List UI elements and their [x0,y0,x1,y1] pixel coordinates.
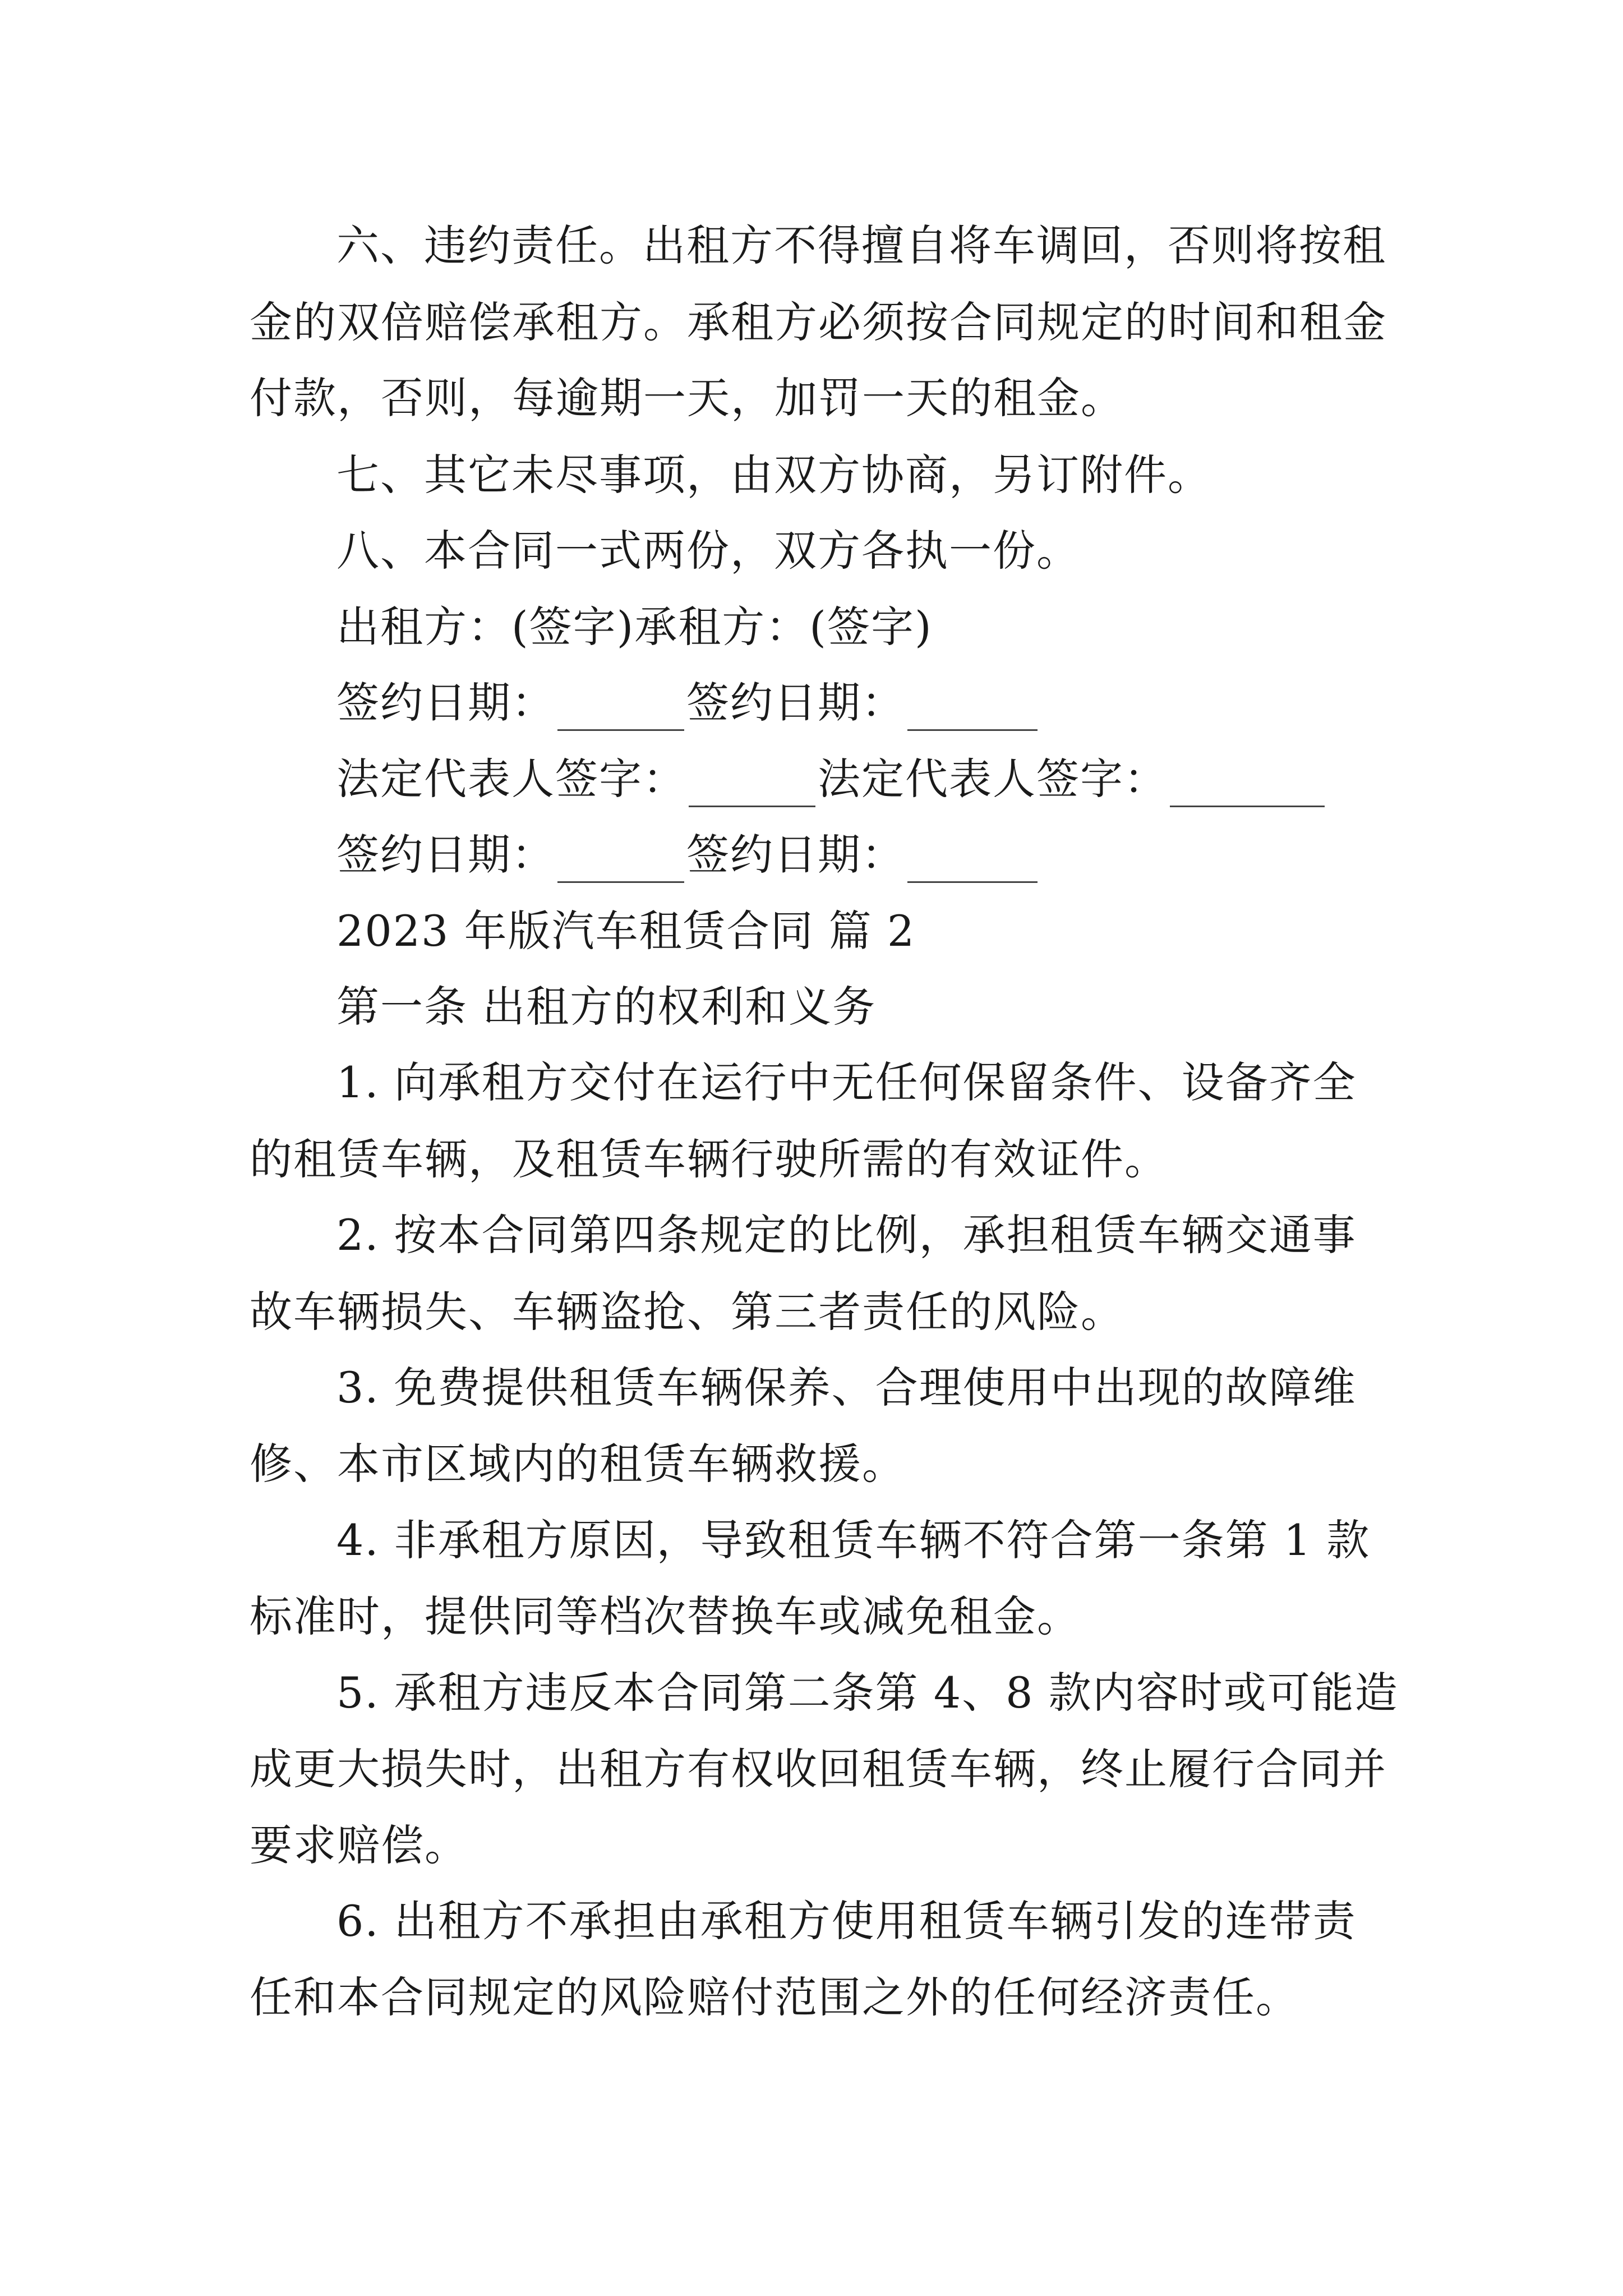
signing-date-label: 签约日期： [336,678,555,728]
signing-date-row-1 [336,675,1040,731]
signing-date-row-2 [336,827,1040,883]
clause-7: 七、其它未尽事项，由双方协商，另订附件。 [336,450,1211,500]
item-1-line-2: 的租赁车辆，及租赁车辆行驶所需的有效证件。 [250,1134,1168,1184]
signature-parties: 出租方：(签字)承租方：(签字) [336,602,933,652]
clause-6-line-3: 付款，否则，每逾期一天，加罚一天的租金。 [250,373,1124,423]
signing-date-label: 签约日期： [686,830,905,880]
clause-8: 八、本合同一式两份，双方各执一份。 [336,526,1080,576]
signature-blank [557,685,684,731]
signature-blank [1170,762,1325,807]
item-5-line-1: 5. 承租方违反本合同第二条第 4、8 款内容时或可能造 [336,1668,1399,1718]
item-2-line-1: 2. 按本合同第四条规定的比例，承担租赁车辆交通事 [336,1210,1357,1260]
item-3-line-1: 3. 免费提供租赁车辆保养、合理使用中出现的故障维 [336,1363,1357,1412]
legal-rep-label: 法定代表人签字： [336,754,686,804]
item-5-line-2: 成更大损失时，出租方有权收回租赁车辆，终止履行合同并 [250,1744,1387,1794]
item-3-line-2: 修、本市区域内的租赁车辆救援。 [250,1439,906,1489]
section-heading: 2023 年版汽车租赁合同 篇 2 [336,906,916,956]
item-4-line-1: 4. 非承租方原因，导致租赁车辆不符合第一条第 1 款 [336,1515,1371,1565]
item-6-line-2: 任和本合同规定的风险赔付范围之外的任何经济责任。 [250,1972,1299,2022]
item-5-line-3: 要求赔偿。 [250,1820,468,1870]
item-2-line-2: 故车辆损失、车辆盗抢、第三者责任的风险。 [250,1287,1124,1337]
legal-rep-row [336,751,1327,807]
article-1-title: 第一条 出租方的权利和义务 [336,982,877,1032]
signing-date-label: 签约日期： [686,678,905,728]
clause-6-line-2: 金的双倍赔偿承租方。承租方必须按合同规定的时间和租金 [250,297,1387,347]
signature-blank [689,762,815,807]
signature-blank [557,838,684,883]
item-1-line-1: 1. 向承租方交付在运行中无任何保留条件、设备齐全 [336,1057,1357,1107]
signature-blank [907,838,1038,883]
signing-date-label: 签约日期： [336,830,555,880]
item-4-line-2: 标准时，提供同等档次替换车或减免租金。 [250,1591,1081,1641]
item-6-line-1: 6. 出租方不承担由承租方使用租赁车辆引发的连带责 [336,1896,1357,1946]
signature-blank [907,685,1038,731]
legal-rep-label: 法定代表人签字： [818,754,1168,804]
clause-6-line-1: 六、违约责任。出租方不得擅自将车调回，否则将按租 [336,220,1386,270]
